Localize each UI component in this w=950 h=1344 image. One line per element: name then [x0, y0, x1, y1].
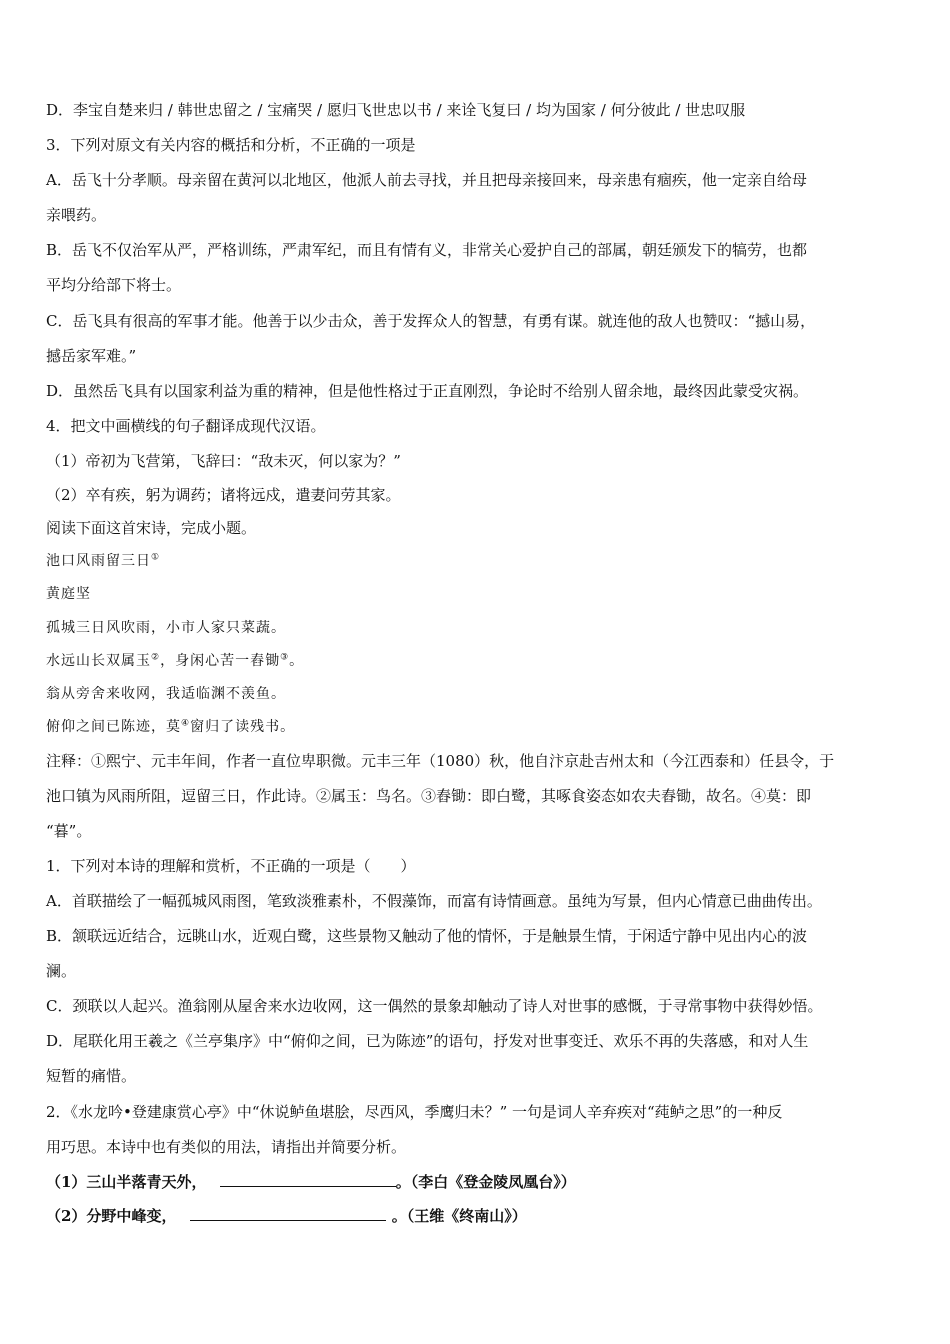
fill-blank-1 — [46, 1171, 906, 1193]
poem-line-2-part-b: ，身闲心苦一舂锄 — [160, 653, 281, 669]
poem-question-1-stem: 1．下列对本诗的理解和赏析，不正确的一项是（ ） — [46, 857, 416, 875]
q4-sentence-2: （2）卒有疾，躬为调药；诸将远戍，遣妻问劳其家。 — [46, 486, 401, 504]
fill-blank-1-line[interactable] — [220, 1172, 396, 1187]
q4-sentence-1: （1）帝初为飞营第，飞辞曰：“敌未灭，何以家为？” — [46, 452, 401, 470]
q3-option-b-line2: 平均分给部下将士。 — [46, 276, 182, 294]
pq1-option-c: C．颈联以人起兴。渔翁刚从屋舍来水边收网，这一偶然的景象却触动了诗人对世事的感慨，于寻常事物中获得妙悟。 — [46, 997, 823, 1015]
q3-option-b-line1: B．岳飞不仅治军从严，严格训练，严肃军纪，而且有情有义，非常关心爱护自己的部属，朝廷颁发下的犒劳，也都 — [46, 241, 808, 259]
poem-note-3: ③ — [280, 652, 290, 663]
fill-blank-2 — [46, 1205, 906, 1227]
question-4-stem: 4．把文中画横线的句子翻译成现代汉语。 — [46, 417, 326, 435]
poem-line-3: 翁从旁舍来收网，我适临渊不羡鱼。 — [46, 686, 286, 702]
pq1-option-d-line1: D．尾联化用王羲之《兰亭集序》中“俯仰之间，已为陈迹”的语句，抒发对世事变迁、欢乐不再的失落感，和对人生 — [46, 1032, 809, 1050]
fill-blank-2-prompt: （2）分野中峰变， — [46, 1207, 177, 1225]
fill-blank-2-source: 。（王维《终南山》） — [391, 1207, 527, 1225]
poem-question-2-line1: 2．《水龙吟•登建康赏心亭》中“休说鲈鱼堪脍，尽西风，季鹰归未？” 一句是词人辛弃疾对“莼鲈之思”的一种反 — [46, 1103, 783, 1121]
fill-blank-1-source: 。（李白《登金陵凤凰台》） — [395, 1173, 576, 1191]
poem-line-2-part-a: 水远山长双属玉 — [46, 653, 151, 669]
poem-title — [46, 550, 906, 572]
poem-line-4-part-b: 窗归了读残书。 — [190, 719, 296, 735]
poem-line-4 — [46, 716, 906, 738]
poem-instruction: 阅读下面这首宋诗，完成小题。 — [46, 519, 257, 537]
fill-blank-2-line[interactable] — [190, 1206, 386, 1221]
q3-option-a-line1: A．岳飞十分孝顺。母亲留在黄河以北地区，他派人前去寻找，并且把母亲接回来，母亲患有痼疾，他一定亲自给母 — [46, 171, 807, 189]
poem-title-text: 池口风雨留三日 — [46, 553, 151, 569]
pq1-option-b-line1: B．颔联远近结合，远眺山水，近观白鹭，这些景物又触动了他的情怀，于是触景生情，于闲适宁静中见出内心的波 — [46, 927, 808, 945]
annotation-line-2: 池口镇为风雨所阻，逗留三日，作此诗。②属玉：鸟名。③舂锄：即白鹭，其啄食姿态如农夫舂锄，故名。④莫：即 — [46, 787, 812, 805]
q3-option-c-line2: 撼岳家军难。” — [46, 347, 137, 365]
poem-line-2 — [46, 650, 906, 672]
poem-question-2-line2: 用巧思。本诗中也有类似的用法，请指出并简要分析。 — [46, 1138, 407, 1156]
poem-note-2: ② — [151, 652, 161, 663]
poem-author: 黄庭坚 — [46, 586, 91, 602]
fill-blank-1-prompt: （1）三山半落青天外， — [46, 1173, 207, 1191]
annotation-line-3: “暮”。 — [46, 822, 92, 840]
option-d-line: D．李宝自楚来归 / 韩世忠留之 / 宝痛哭 / 愿归飞世忠以书 / 来诠飞复曰 / 均为国家 / 何分彼此 / 世忠叹服 — [46, 101, 746, 119]
poem-line-1: 孤城三日风吹雨，小市人家只菜蔬。 — [46, 620, 286, 636]
poem-line-4-part-a: 俯仰之间已陈迹，莫 — [46, 719, 181, 735]
q3-option-a-line2: 亲喂药。 — [46, 206, 107, 224]
question-3-stem: 3．下列对原文有关内容的概括和分析，不正确的一项是 — [46, 136, 416, 154]
q3-option-c-line1: C．岳飞具有很高的军事才能。他善于以少击众，善于发挥众人的智慧，有勇有谋。就连他的敌人也赞叹：“撼山易， — [46, 312, 816, 330]
poem-note-4: ④ — [181, 718, 191, 729]
poem-line-2-part-c: 。 — [289, 653, 305, 669]
annotation-line-1: 注释：①熙宁、元丰年间，作者一直位卑职微。元丰三年（1080）秋，他自汴京赴吉州太和（今江西泰和）任县令，于 — [46, 752, 835, 770]
pq1-option-d-line2: 短暂的痛惜。 — [46, 1067, 137, 1085]
q3-option-d: D．虽然岳飞具有以国家利益为重的精神，但是他性格过于正直刚烈，争论时不给别人留余地，最终因此蒙受灾祸。 — [46, 382, 809, 400]
pq1-option-a: A．首联描绘了一幅孤城风雨图，笔致淡雅素朴，不假藻饰，而富有诗情画意。虽纯为写景，但内心情意已曲曲传出。 — [46, 892, 822, 910]
pq1-option-b-line2: 澜。 — [46, 962, 77, 980]
poem-title-note: ① — [151, 552, 161, 563]
